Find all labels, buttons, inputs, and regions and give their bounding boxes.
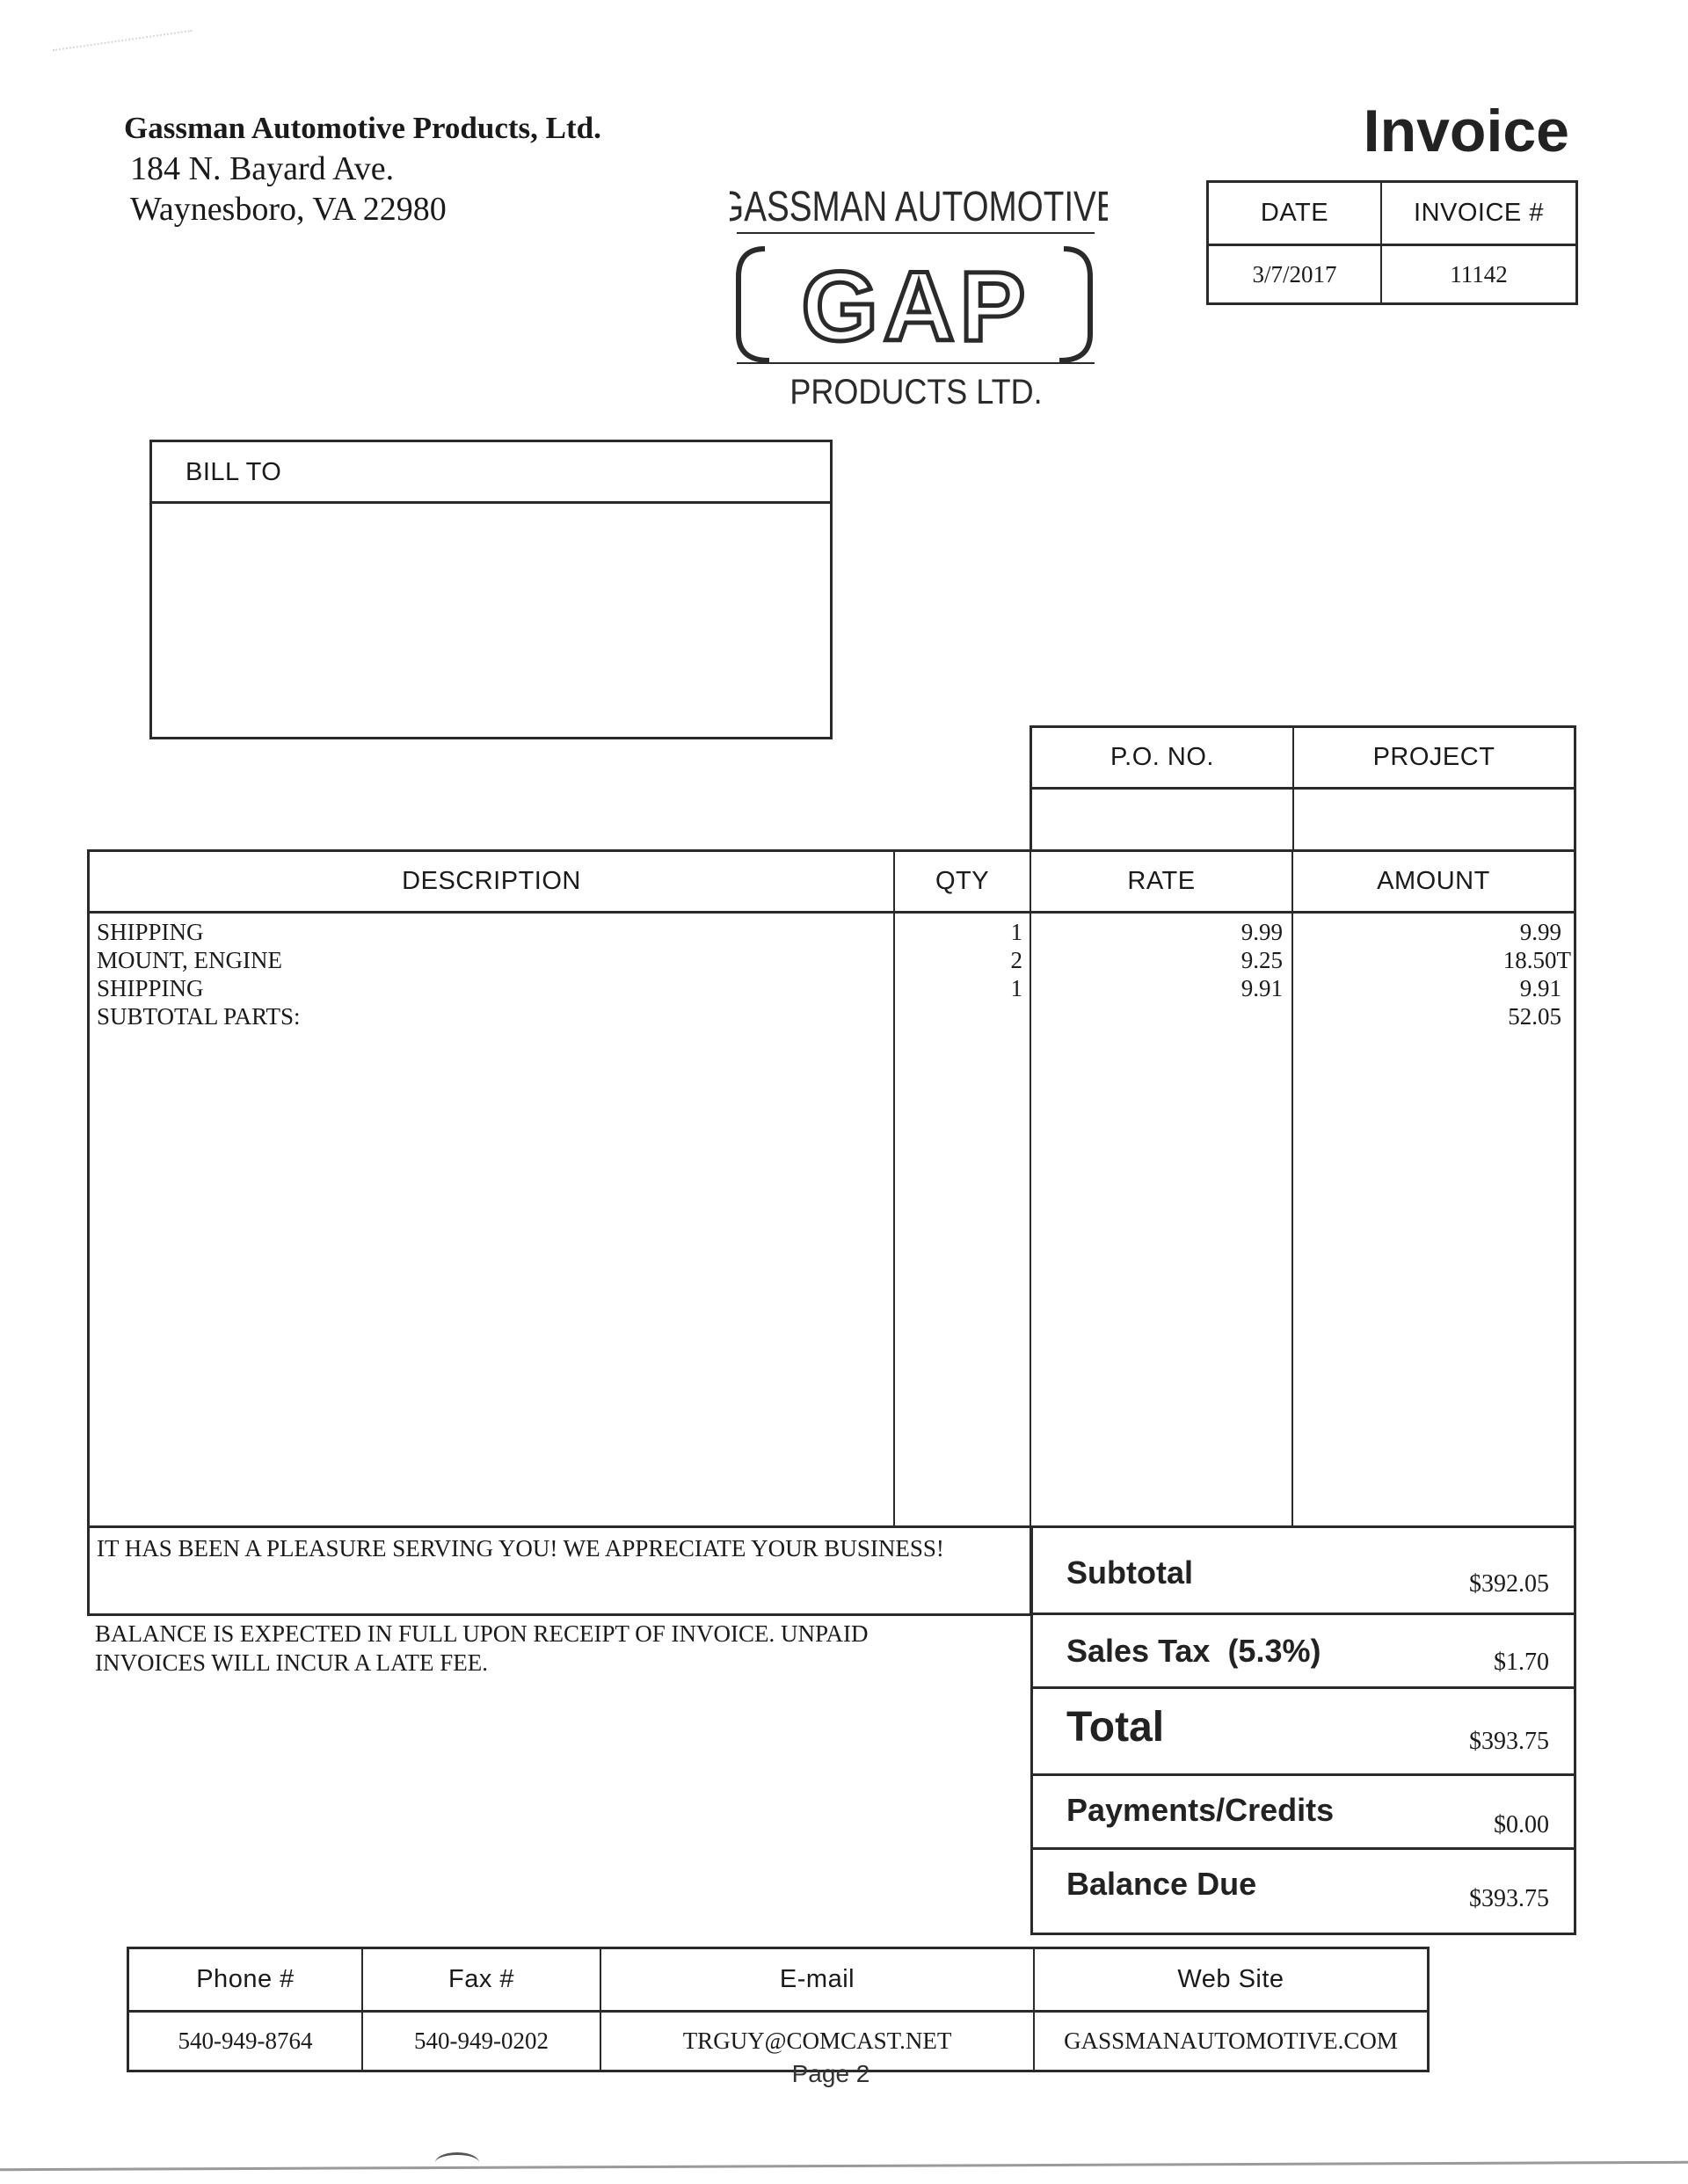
phone-label: Phone #	[196, 1965, 295, 1993]
total-row	[1033, 1689, 1574, 1773]
payments-label: Payments/Credits	[1066, 1792, 1335, 1828]
company-logo	[730, 180, 1108, 418]
balance-due-row	[1033, 1850, 1574, 1933]
logo-bottom-text: PRODUCTS LTD.	[789, 373, 1043, 412]
invoice-date: 3/7/2017	[1252, 260, 1337, 288]
scan-smudge	[53, 30, 193, 60]
sales-tax-row	[1033, 1615, 1574, 1686]
company-address-line2: Waynesboro, VA 22980	[130, 191, 447, 228]
company-name: Gassman Automotive Products, Ltd.	[124, 111, 601, 145]
project-value	[1294, 790, 1574, 849]
invoice-meta-table	[1206, 180, 1578, 305]
date-label: DATE	[1260, 199, 1329, 227]
balance-due-label: Balance Due	[1066, 1866, 1257, 1902]
fax-number: 540-949-0202	[414, 2027, 549, 2054]
sales-tax-value: $1.70	[1494, 1649, 1549, 1676]
row-description: SUBTOTAL PARTS:	[97, 1003, 301, 1030]
payments-value: $0.00	[1494, 1811, 1549, 1838]
thank-you-message: IT HAS BEEN A PLEASURE SERVING YOU! WE APPRECIATE YOUR BUSINESS!	[97, 1535, 944, 1562]
po-number-value	[1032, 790, 1292, 849]
logo-mark: GAP	[801, 251, 1031, 361]
row-rate: 9.99	[1241, 919, 1283, 945]
bill-to-box	[149, 440, 833, 739]
row-qty: 1	[1010, 919, 1022, 945]
bill-to-label: BILL TO	[186, 458, 282, 486]
invoice-number-label: INVOICE #	[1414, 199, 1544, 227]
row-amount: 52.05	[1508, 1003, 1561, 1030]
qty-header: QTY	[935, 867, 990, 895]
subtotal-row	[1033, 1528, 1574, 1613]
row-rate: 9.25	[1241, 947, 1283, 973]
gap-logo-icon	[730, 180, 1108, 418]
row-description: SHIPPING	[97, 975, 204, 1001]
payment-terms-line2: INVOICES WILL INCUR A LATE FEE.	[95, 1649, 488, 1676]
document-title: Invoice	[1363, 98, 1569, 164]
payment-terms	[95, 1620, 869, 1678]
sales-tax-label: Sales Tax (5.3%)	[1066, 1633, 1321, 1669]
payments-row	[1033, 1776, 1574, 1847]
website-link[interactable]: GASSMANAUTOMOTIVE.COM	[1064, 2027, 1398, 2054]
subtotal-label: Subtotal	[1066, 1554, 1193, 1591]
email-address[interactable]: TRGUY@COMCAST.NET	[682, 2027, 952, 2054]
rate-header: RATE	[1127, 867, 1196, 895]
company-address-line1: 184 N. Bayard Ave.	[130, 150, 395, 187]
contact-table	[127, 1947, 1430, 2072]
row-qty: 2	[1010, 947, 1022, 973]
phone-number: 540-949-8764	[178, 2027, 313, 2054]
row-amount: 18.50T	[1502, 947, 1571, 973]
page-number: Page 2	[791, 2060, 870, 2087]
page-edge-mark	[435, 2152, 479, 2173]
thank-you-box	[87, 1525, 1032, 1616]
row-rate: 9.91	[1241, 975, 1283, 1001]
totals-table	[1030, 1525, 1576, 1935]
fax-label: Fax #	[447, 1965, 515, 1993]
row-description: MOUNT, ENGINE	[97, 947, 282, 973]
po-number-label: P.O. NO.	[1110, 743, 1214, 771]
total-label: Total	[1066, 1704, 1165, 1751]
subtotal-value: $392.05	[1469, 1570, 1549, 1598]
total-value: $393.75	[1469, 1728, 1549, 1755]
balance-due-value: $393.75	[1469, 1885, 1549, 1912]
bill-to-address	[170, 517, 803, 710]
project-label: PROJECT	[1372, 743, 1495, 771]
row-amount: 9.91	[1519, 975, 1561, 1001]
line-items-table	[87, 849, 1576, 1528]
logo-top-text: GASSMAN AUTOMOTIVE	[730, 182, 1108, 231]
row-qty: 1	[1010, 975, 1022, 1001]
invoice-number: 11142	[1450, 260, 1508, 288]
website-label: Web Site	[1177, 1965, 1284, 1993]
payment-terms-line1: BALANCE IS EXPECTED IN FULL UPON RECEIPT OF INVOICE. UNPAID	[95, 1620, 869, 1647]
description-header: DESCRIPTION	[402, 867, 581, 895]
email-label: E-mail	[779, 1965, 855, 1993]
row-description: SHIPPING	[97, 919, 204, 945]
po-project-table	[1030, 725, 1576, 852]
amount-header: AMOUNT	[1377, 867, 1490, 895]
page-edge-line	[0, 2161, 1688, 2171]
row-amount: 9.99	[1519, 919, 1561, 945]
